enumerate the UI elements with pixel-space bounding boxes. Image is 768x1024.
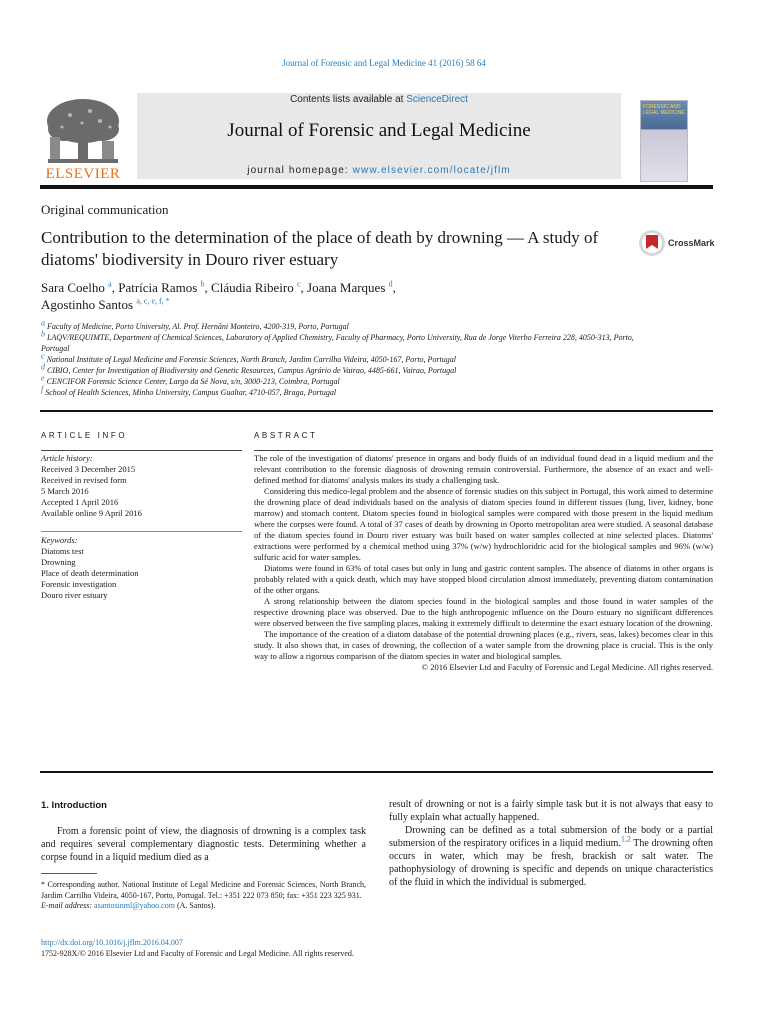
author-affiliation-mark[interactable]: a, c, e, f, * (136, 296, 170, 306)
author-separator: , (300, 280, 308, 295)
body-paragraph: result of drowning or not is a fairly simple task but it is not always that easy to fully explain what actually happened. (389, 799, 713, 823)
body-column-right (389, 798, 713, 889)
contents-prefix: Contents lists available at (290, 94, 407, 105)
email-link[interactable]: asantosinml@yahoo.com (94, 901, 175, 910)
affiliation (41, 373, 641, 387)
abstract-paragraph: Considering this medico-legal problem and the absence of forensic studies on this subject in Portugal, this work aimed to determine the drowning place of dead individuals based on the analysis of diatom species found in different tissues (lung, liver, kidney, bone marrow) and stomach content. Diatom species found in biological samples were compared with those present in the liquid medium where the corpses were found. A total of 37 cases of death by drowning in Oporto metropolitan area were studied. A seasonal database of the diatom species found in Douro river estuary was built based on water samples collected at nine selected places. Diatoms' extractions were performed by a chemical method using 37% (w/w) hydrochloridric acid for the biological samples and 96% (w/w) sulfuric acid for water samples. (254, 486, 713, 562)
author-separator: , (392, 280, 396, 295)
author-name[interactable]: Cláudia Ribeiro (211, 280, 294, 295)
abstract-heading: ABSTRACT (254, 431, 318, 440)
keyword: Drowning (41, 557, 76, 567)
keyword: Place of death determination (41, 568, 139, 578)
footnote-email (41, 901, 366, 912)
crossmark-label[interactable]: CrossMark (668, 238, 715, 248)
affiliation-mark: f (41, 384, 44, 394)
abstract-paragraph: The role of the investigation of diatoms' presence in organs and body fluids of an individual found dead in a liquid medium and the relevant contribution to the forensic diagnosis of drowning remain controversial. Furthermore, the absence of an exact and well-defined method for diatoms' analysis makes its study a challenging task. (254, 453, 713, 485)
history-item: Received in revised form (41, 475, 127, 485)
doi-link[interactable]: http://dx.doi.org/10.1016/j.jflm.2016.04.007 (41, 938, 183, 947)
affiliation-text: LAQV/REQUIMTE, Department of Chemical Sciences, Laboratory of Applied Chemistry, Faculty of Pharmacy, Porto University, Rua de Jorge Viterbo Ferreira 228, 4050-313, Porto, Portugal (41, 333, 634, 353)
abstract-copyright: © 2016 Elsevier Ltd and Faculty of Forensic and Legal Medicine. All rights reserved. (421, 662, 713, 672)
cover-title: FORENSIC AND LEGAL MEDICINE (643, 104, 685, 116)
affiliation-mark: b (41, 329, 45, 339)
email-suffix: (A. Santos). (174, 901, 216, 910)
body-text: Drowning can be defined as a total submersion of the body or a partial submersion of the respiratory orifices in a liquid medium. (389, 825, 713, 849)
history-item: Accepted 1 April 2016 (41, 497, 119, 507)
keyword: Forensic investigation (41, 579, 117, 589)
abstract-paragraph: Diatoms were found in 63% of total cases but only in lung and gastric content samples. The absence of diatoms in other organs is probably related with a quick death, which may have stopped blood circulation almost immediately, preventing diatom contamination of the other organs. (254, 563, 713, 595)
journal-citation[interactable]: Journal of Forensic and Legal Medicine 41 (2016) 58 64 (282, 58, 486, 68)
affiliation-mark: d (41, 362, 45, 372)
article-history (41, 453, 242, 519)
author-list (41, 279, 641, 313)
homepage-prefix: journal homepage: (247, 165, 353, 176)
author-name[interactable]: Joana Marques (307, 280, 386, 295)
email-label: E-mail address: (41, 901, 95, 910)
footnote-text: * Corresponding author. National Institute of Legal Medicine and Forensic Sciences, North Branch, Jardim Carrilho Videira, 4050-167, Porto, Portugal. Tel.: +351 222 073 850; fax: +351 223 325 931. (41, 880, 366, 900)
history-label: Article history: (41, 453, 93, 463)
author-name[interactable]: Sara Coelho (41, 280, 105, 295)
body-paragraph: From a forensic point of view, the diagnosis of drowning is a complex task and requires several complementary diagnostic tests. Determining whether a corpse found in a liquid medium died as a (41, 826, 366, 863)
affiliation-text: CIBIO, Center for Investigation of Biodiversity and Genetic Resources, Campus Agrário de Vairao, 4485-661, Vairao, Portugal (47, 366, 457, 375)
body-text: The drowning often occurs in water, which may be fresh, brackish or salt water. The pathophysiology of drowning is specific and depends on unique characteristics of the fluid in which the individual is submerged. (389, 838, 714, 888)
homepage-link[interactable]: www.elsevier.com/locate/jflm (352, 165, 511, 176)
affiliation-text: National Institute of Legal Medicine and Forensic Sciences, North Branch, Jardim Carrilho Videira, 4050-167, Porto, Portugal (46, 355, 457, 364)
article-title: Contribution to the determination of the place of death by drowning — A study of diatoms' biodiversity in Douro river estuary (41, 228, 599, 269)
affiliation (41, 384, 641, 398)
sciencedirect-link[interactable]: ScienceDirect (406, 94, 468, 105)
affiliation-text: CENCIFOR Forensic Science Center, Largo da Sé Nova, s/n, 3000-213, Coimbra, Portugal (46, 377, 340, 386)
body-column-left (41, 825, 366, 864)
crossmark-icon[interactable] (638, 229, 666, 257)
article-type: Original communication (41, 202, 169, 217)
keyword: Diatoms test (41, 546, 84, 556)
affiliation-text: School of Health Sciences, Minho University, Campus Gualtar, 4710-057, Braga, Portugal (45, 388, 337, 397)
author-name[interactable]: Patrícia Ramos (118, 280, 198, 295)
contents-line (137, 94, 621, 105)
abstract-paragraph: A strong relationship between the diatom species found in the biological samples and those found in water samples of the respective drowning place was observed. Due to the high anthropogenic influence on the Douro estuary no significant differences were observed between the five sampling places, making it extremely difficult to determine the exact estuary location of the drowning. (254, 596, 713, 628)
body-paragraph (389, 824, 713, 889)
author-name[interactable]: Agostinho Santos (41, 297, 134, 312)
corresponding-author-footnote (41, 880, 366, 912)
introduction-heading: 1. Introduction (41, 800, 107, 811)
author-affiliation-mark[interactable]: a (108, 279, 112, 289)
abstract-text (254, 453, 713, 673)
affiliation (41, 329, 641, 354)
keyword: Douro river estuary (41, 590, 108, 600)
elsevier-wordmark[interactable]: ELSEVIER (45, 166, 121, 182)
abstract-paragraph: The importance of the creation of a diatom database of the potential drowning places (e.g., rivers, seas, lakes) becomes clear in this study. It also shows that, in cases of drowning, the collection of a water sample from the drowning place is crucial. This is the only way to allow a rigorous comparison of the diatom species in water and biological samples. (254, 629, 713, 661)
author-separator: , (111, 280, 119, 295)
section-rule (40, 410, 713, 412)
author-affiliation-mark[interactable]: b (200, 279, 205, 289)
author-affiliation-mark[interactable]: d (388, 279, 393, 289)
author-separator: , (204, 280, 212, 295)
header-rule (40, 185, 713, 189)
issn-copyright: 1752-928X/© 2016 Elsevier Ltd and Faculty of Forensic and Legal Medicine. All rights reserved. (41, 949, 354, 958)
footnote-rule (41, 873, 97, 874)
affiliation-mark: e (41, 373, 45, 383)
affiliation-mark: a (41, 318, 45, 328)
reference-link[interactable]: 1,2 (620, 834, 631, 844)
affiliation (41, 318, 641, 332)
affiliation-mark: c (41, 351, 45, 361)
keywords-label: Keywords: (41, 535, 78, 545)
affiliation (41, 362, 641, 376)
affiliation (41, 351, 641, 365)
history-item: Available online 9 April 2016 (41, 508, 142, 518)
article-info-heading: ARTICLE INFO (41, 431, 128, 440)
affiliation-text: Faculty of Medicine, Porto University, Al. Prof. Hernâni Monteiro, 4200-319, Porto, Portugal (47, 322, 349, 331)
history-item: 5 March 2016 (41, 486, 89, 496)
keywords (41, 535, 242, 601)
info-divider (41, 531, 242, 532)
history-item: Received 3 December 2015 (41, 464, 136, 474)
journal-name: Journal of Forensic and Legal Medicine (227, 120, 531, 141)
author-affiliation-mark[interactable]: c (296, 279, 301, 289)
info-rule (41, 450, 242, 451)
abstract-rule (254, 450, 713, 451)
affiliation-list (41, 318, 641, 398)
body-rule (40, 771, 713, 773)
homepage-line (137, 165, 621, 176)
